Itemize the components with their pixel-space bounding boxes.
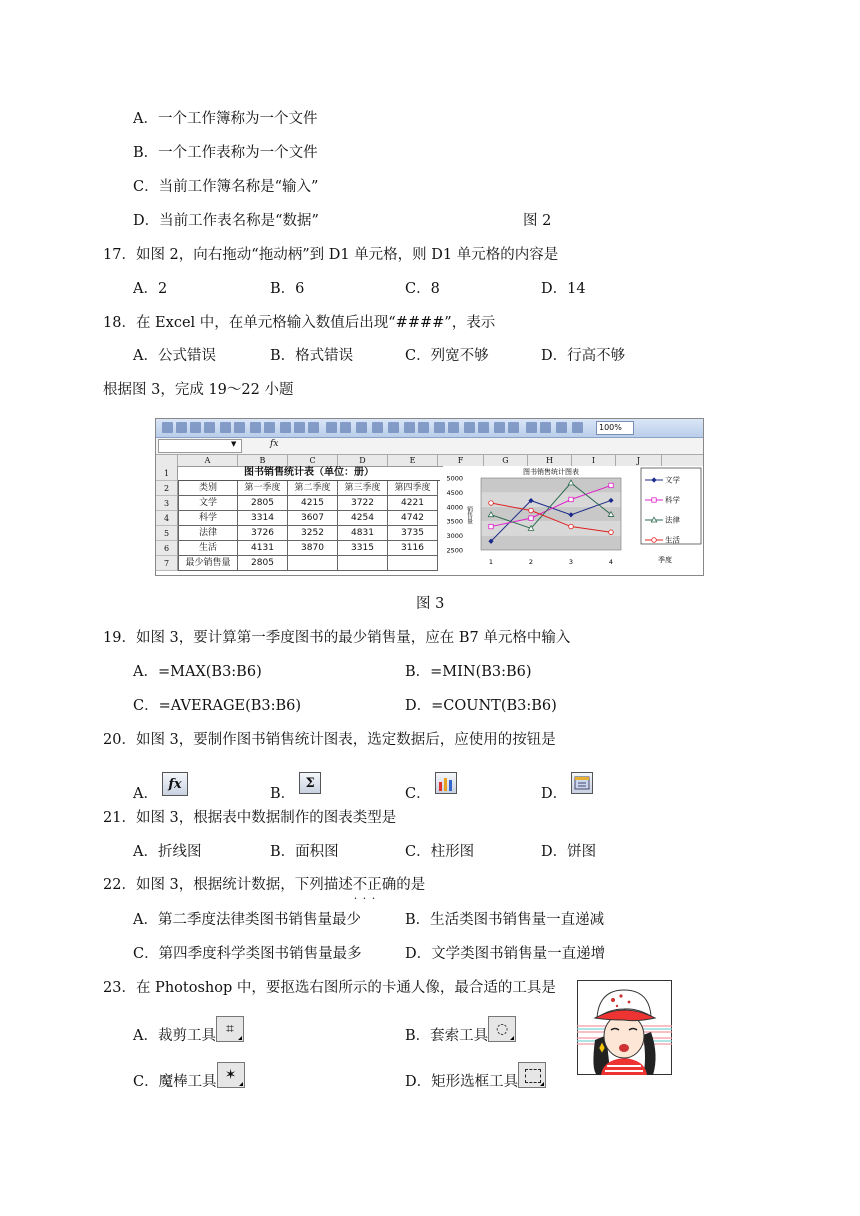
toolbar-button-icon[interactable] xyxy=(434,422,445,433)
chevron-down-icon: ▼ xyxy=(231,440,237,448)
data-point xyxy=(529,516,533,520)
row-header-5[interactable]: 5 xyxy=(156,526,178,541)
toolbar-button-icon[interactable] xyxy=(494,422,505,433)
lasso-tool-icon: ◌ xyxy=(488,1016,516,1042)
q20-option-d xyxy=(541,772,593,804)
row-header-3[interactable]: 3 xyxy=(156,496,178,511)
toolbar-button-icon[interactable] xyxy=(250,422,261,433)
table-cell[interactable]: 4254 xyxy=(338,511,388,526)
table-cell[interactable]: 3116 xyxy=(388,541,438,556)
column-header-G[interactable]: G xyxy=(484,455,528,466)
q16-option-c: C．当前工作簿名称是“输入” xyxy=(133,179,319,195)
q19-option-d: D．=COUNT(B3:B6) xyxy=(405,698,557,714)
q22-option-b: B．生活类图书销售量一直递减 xyxy=(405,912,605,928)
toolbar-button-icon[interactable] xyxy=(220,422,231,433)
toolbar-button-icon[interactable] xyxy=(190,422,201,433)
data-point xyxy=(609,530,614,535)
y-axis-label: 销售量 xyxy=(465,506,473,524)
table-cell[interactable]: 法律 xyxy=(178,526,238,541)
q23-option-a xyxy=(133,1016,244,1046)
rectangular-marquee-tool-icon xyxy=(518,1062,546,1088)
toolbar-button-icon[interactable] xyxy=(572,422,583,433)
zoom-box: 100% xyxy=(596,421,634,435)
q22-stem xyxy=(103,875,425,895)
q23-option-b-label: B．套索工具 xyxy=(405,1028,489,1044)
q18-stem: 18．在 Excel 中，在单元格输入数值后出现“####”，表示 xyxy=(103,315,496,331)
toolbar-button-icon[interactable] xyxy=(404,422,415,433)
row-header-6[interactable]: 6 xyxy=(156,541,178,556)
legend-label: 生活 xyxy=(665,535,680,545)
q16-option-a: A．一个工作簿称为一个文件 xyxy=(133,111,318,127)
q22-option-c: C．第四季度科学类图书销售量最多 xyxy=(133,946,362,962)
toolbar-button-icon[interactable] xyxy=(372,422,383,433)
q19-option-c: C．=AVERAGE(B3:B6) xyxy=(133,698,302,714)
fx-text: fx xyxy=(168,777,182,792)
column-header-I[interactable]: I xyxy=(572,455,616,466)
table-cell[interactable]: 3726 xyxy=(238,526,288,541)
formula-bar xyxy=(156,438,704,455)
table-cell[interactable]: 2805 xyxy=(238,556,288,571)
q20-stem: 20．如图 3，要制作图书销售统计图表，选定数据后，应使用的按钮是 xyxy=(103,732,556,748)
q23-option-d-label: D．矩形选框工具 xyxy=(405,1074,519,1090)
sigma-text: Σ xyxy=(305,776,315,791)
crop-tool-icon: ⌗ xyxy=(216,1016,244,1042)
table-cell[interactable]: 类别 xyxy=(178,481,238,496)
toolbar-button-icon[interactable] xyxy=(340,422,351,433)
function-fx-icon xyxy=(162,772,188,796)
toolbar-button-icon[interactable] xyxy=(388,422,399,433)
table-cell[interactable]: 第二季度 xyxy=(288,481,338,496)
table-cell[interactable]: 3870 xyxy=(288,541,338,556)
plot-band xyxy=(481,521,621,535)
q23-stem: 23．在 Photoshop 中，要抠选右图所示的卡通人像，最合适的工具是 xyxy=(103,980,556,996)
data-point xyxy=(489,524,493,528)
x-tick-label: 3 xyxy=(568,558,574,566)
table-cell[interactable]: 第三季度 xyxy=(338,481,388,496)
row-header-7[interactable]: 7 xyxy=(156,556,178,571)
toolbar-button-icon[interactable] xyxy=(356,422,367,433)
toolbar-button-icon[interactable] xyxy=(308,422,319,433)
toolbar-button-icon[interactable] xyxy=(204,422,215,433)
toolbar-button-icon[interactable] xyxy=(478,422,489,433)
plot-band xyxy=(481,536,621,550)
q22-option-d: D．文学类图书销售量一直递增 xyxy=(405,946,606,962)
data-point xyxy=(489,501,494,506)
table-cell[interactable]: 3252 xyxy=(288,526,338,541)
autosum-sigma-icon xyxy=(299,772,321,794)
q20-option-a-label: A． xyxy=(133,786,158,802)
legend-label: 文学 xyxy=(665,475,680,485)
toolbar-button-icon[interactable] xyxy=(448,422,459,433)
toolbar-button-icon[interactable] xyxy=(264,422,275,433)
q20-option-b xyxy=(270,772,321,804)
toolbar-button-icon[interactable] xyxy=(526,422,537,433)
table-cell[interactable]: 4221 xyxy=(388,496,438,511)
q22-stem-emphasis: 不正确 · · · xyxy=(353,875,397,895)
y-tick-label: 3000 xyxy=(446,532,463,541)
table-cell[interactable]: 3735 xyxy=(388,526,438,541)
q20-option-b-label: B． xyxy=(270,786,296,802)
cartoon-girl-image xyxy=(577,980,672,1075)
q19-option-a: A．=MAX(B3:B6) xyxy=(133,664,262,680)
select-all-corner[interactable] xyxy=(156,455,178,466)
q17-option-d: D．14 xyxy=(541,281,586,297)
q20-option-a xyxy=(133,772,188,804)
toolbar-button-icon[interactable] xyxy=(326,422,337,433)
table-cell[interactable] xyxy=(388,556,438,571)
data-point xyxy=(569,524,574,529)
column-header-A[interactable]: A xyxy=(178,455,238,466)
table-cell[interactable]: 3722 xyxy=(338,496,388,511)
intro-19-22: 根据图 3，完成 19～22 小题 xyxy=(103,382,294,398)
q18-option-d: D．行高不够 xyxy=(541,348,626,364)
table-cell[interactable]: 科学 xyxy=(178,511,238,526)
legend-label: 科学 xyxy=(665,495,680,505)
pivot-table-icon xyxy=(571,772,593,794)
name-box xyxy=(158,439,242,453)
q21-option-a: A．折线图 xyxy=(133,844,202,860)
table-cell[interactable] xyxy=(288,556,338,571)
q20-option-d-label: D． xyxy=(541,786,568,802)
legend-label: 法律 xyxy=(665,515,680,525)
q21-stem: 21．如图 3，根据表中数据制作的图表类型是 xyxy=(103,810,397,826)
column-header-D[interactable]: D xyxy=(338,455,388,466)
data-point xyxy=(652,498,656,502)
magic-wand-tool-icon: ✶ xyxy=(217,1062,245,1088)
q17-option-b: B．6 xyxy=(270,281,305,297)
data-point xyxy=(652,538,657,543)
q23-option-c xyxy=(133,1062,245,1092)
column-header-J[interactable]: J xyxy=(616,455,662,466)
sales-line-chart xyxy=(443,466,704,574)
data-point xyxy=(609,483,613,487)
table-cell[interactable]: 4215 xyxy=(288,496,338,511)
data-point xyxy=(529,508,534,513)
row-header-4[interactable]: 4 xyxy=(156,511,178,526)
fx-icon: fx xyxy=(270,439,279,449)
q21-option-d: D．饼图 xyxy=(541,844,597,860)
table-cell[interactable]: 3315 xyxy=(338,541,388,556)
toolbar-button-icon[interactable] xyxy=(508,422,519,433)
table-cell[interactable]: 第四季度 xyxy=(388,481,438,496)
row-header-2[interactable]: 2 xyxy=(156,481,178,496)
data-point xyxy=(569,497,573,501)
figure3-caption: 图 3 xyxy=(416,596,445,612)
y-tick-label: 4500 xyxy=(446,488,463,497)
column-header-E[interactable]: E xyxy=(388,455,438,466)
x-tick-label: 4 xyxy=(608,558,614,566)
q19-option-b: B．=MIN(B3:B6) xyxy=(405,664,532,680)
toolbar-button-icon[interactable] xyxy=(464,422,475,433)
column-header-F[interactable]: F xyxy=(438,455,484,466)
chart-wizard-icon xyxy=(435,772,457,794)
q20-option-c-label: C． xyxy=(405,786,431,802)
q22-option-a: A．第二季度法律类图书销售量最少 xyxy=(133,912,361,928)
table-cell[interactable]: 最少销售量 xyxy=(178,556,238,571)
table-cell[interactable]: 文学 xyxy=(178,496,238,511)
toolbar-button-icon[interactable] xyxy=(556,422,567,433)
q17-option-c: C．8 xyxy=(405,281,440,297)
chart-title: 图书销售统计图表 xyxy=(523,468,579,476)
y-tick-label: 5000 xyxy=(446,474,463,483)
column-header-C[interactable]: C xyxy=(288,455,338,466)
q16-option-d: D．当前工作表名称是“数据” xyxy=(133,213,319,229)
table-cell[interactable]: 生活 xyxy=(178,541,238,556)
q21-option-c: C．柱形图 xyxy=(405,844,475,860)
table-cell[interactable]: 2805 xyxy=(238,496,288,511)
toolbar-button-icon[interactable] xyxy=(294,422,305,433)
q20-option-c xyxy=(405,772,457,804)
table-cell[interactable]: 4742 xyxy=(388,511,438,526)
table-cell[interactable]: 4131 xyxy=(238,541,288,556)
plot-band xyxy=(481,478,621,492)
toolbar-button-icon[interactable] xyxy=(162,422,173,433)
q22-stem-post: 的是 xyxy=(396,877,426,893)
x-tick-label: 2 xyxy=(528,558,534,566)
toolbar-button-icon[interactable] xyxy=(280,422,291,433)
q17-option-a: A．2 xyxy=(133,281,168,297)
table-cell[interactable]: 第一季度 xyxy=(238,481,288,496)
table-cell[interactable]: 4831 xyxy=(338,526,388,541)
q18-option-c: C．列宽不够 xyxy=(405,348,489,364)
table-cell[interactable] xyxy=(338,556,388,571)
table-cell[interactable]: 3314 xyxy=(238,511,288,526)
q18-option-a: A．公式错误 xyxy=(133,348,216,364)
q21-option-b: B．面积图 xyxy=(270,844,339,860)
y-tick-label: 3500 xyxy=(446,517,463,526)
q17-stem: 17．如图 2，向右拖动“拖动柄”到 D1 单元格，则 D1 单元格的内容是 xyxy=(103,247,559,263)
q18-option-b: B．格式错误 xyxy=(270,348,354,364)
table-title: 图书销售统计表（单位：册） xyxy=(178,466,440,481)
table-cell[interactable]: 3607 xyxy=(288,511,338,526)
q19-stem: 19．如图 3，要计算第一季度图书的最少销售量，应在 B7 单元格中输入 xyxy=(103,630,571,646)
toolbar-button-icon[interactable] xyxy=(540,422,551,433)
figure2-caption: 图 2 xyxy=(523,213,552,229)
x-axis-label: 季度 xyxy=(658,556,672,564)
toolbar-button-icon[interactable] xyxy=(234,422,245,433)
q16-option-b: B．一个工作表称为一个文件 xyxy=(133,145,318,161)
toolbar-button-icon[interactable] xyxy=(418,422,429,433)
x-tick-label: 1 xyxy=(488,558,494,566)
column-header-H[interactable]: H xyxy=(528,455,572,466)
column-header-B[interactable]: B xyxy=(238,455,288,466)
q23-option-c-label: C．魔棒工具 xyxy=(133,1074,217,1090)
q23-option-a-label: A．裁剪工具 xyxy=(133,1028,216,1044)
figure3-excel-screenshot xyxy=(155,418,704,576)
q23-option-d xyxy=(405,1062,546,1092)
toolbar-button-icon[interactable] xyxy=(176,422,187,433)
q23-option-b xyxy=(405,1016,516,1046)
y-tick-label: 2500 xyxy=(446,546,463,555)
q22-stem-pre: 22．如图 3，根据统计数据，下列描述 xyxy=(103,877,353,893)
row-header-1[interactable]: 1 xyxy=(156,466,178,481)
y-tick-label: 4000 xyxy=(446,503,463,512)
